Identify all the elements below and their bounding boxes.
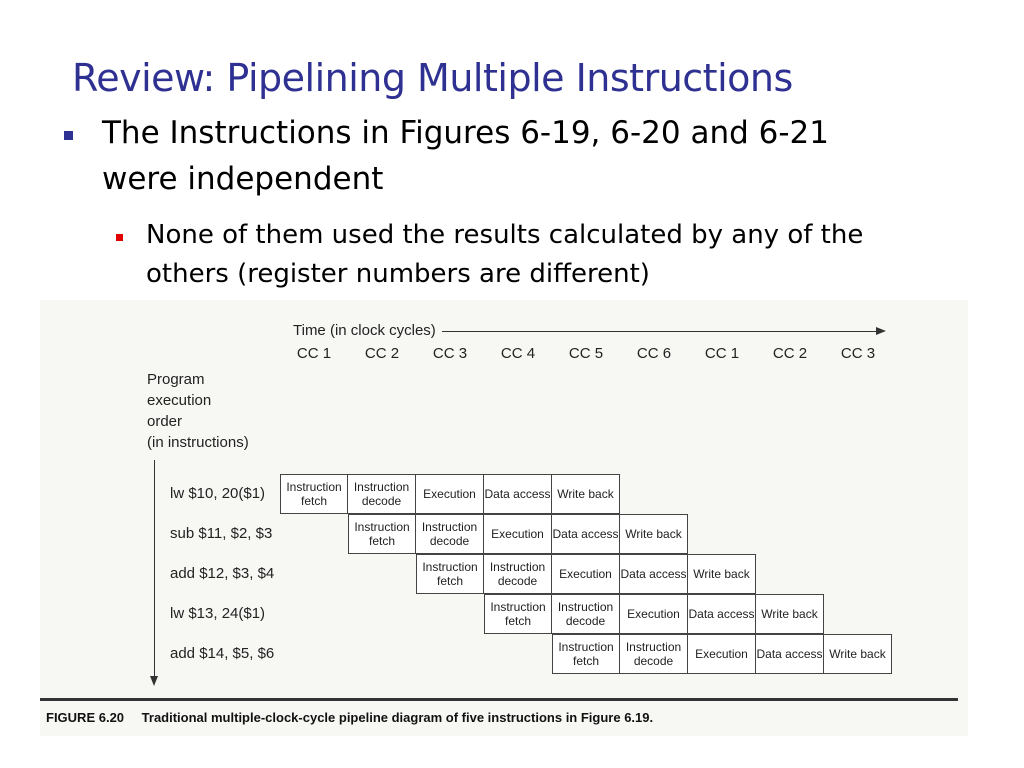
time-axis-label: Time (in clock cycles) <box>293 322 436 339</box>
figure-caption <box>46 710 653 725</box>
bullet-level-1 <box>64 110 894 202</box>
pipeline-stage-box <box>416 474 484 514</box>
pipeline-stage-box <box>484 554 552 594</box>
program-order-label <box>147 369 249 453</box>
stage-label: Write back <box>693 567 750 581</box>
stage-label: Data access <box>756 647 823 661</box>
pipeline-stage-box <box>620 514 688 554</box>
pipeline-figure <box>40 300 968 736</box>
cycle-label: CC 2 <box>772 345 808 362</box>
bullet-level-2-text: None of them used the results calculated by any of the others (register numbers are different) <box>146 220 864 289</box>
instruction-label: add $12, $3, $4 <box>170 565 275 582</box>
order-arrow-icon <box>150 676 158 686</box>
pipeline-stage-box <box>688 554 756 594</box>
cycle-label: CC 2 <box>364 345 400 362</box>
stage-label: Data access <box>620 567 687 581</box>
caption-number: FIGURE 6.20 <box>46 710 125 725</box>
bullet-square-icon <box>64 131 73 140</box>
stage-label: Data access <box>552 527 619 541</box>
stage-label: Data access <box>484 487 551 501</box>
pipeline-stage-box <box>620 554 688 594</box>
cycle-label: CC 1 <box>296 345 332 362</box>
stage-label: Write back <box>829 647 886 661</box>
pipeline-stage-box <box>552 554 620 594</box>
instruction-label: add $14, $5, $6 <box>170 645 275 662</box>
bullet-square-icon <box>116 234 123 241</box>
stage-label: Instruction fetch <box>286 480 342 508</box>
stage-label: Execution <box>627 607 680 621</box>
pipeline-stage-box <box>484 594 552 634</box>
stage-label: Instruction decode <box>489 560 546 588</box>
instruction-label: lw $10, 20($1) <box>170 485 266 502</box>
stage-label: Instruction decode <box>421 520 478 548</box>
stage-label: Write back <box>557 487 614 501</box>
pipeline-stage-box <box>484 514 552 554</box>
time-axis-line <box>442 331 878 332</box>
caption-rule <box>40 698 958 701</box>
program-label-line: order <box>147 413 183 430</box>
stage-label: Instruction fetch <box>490 600 546 628</box>
stage-label: Instruction fetch <box>354 520 410 548</box>
cycle-label: CC 3 <box>432 345 468 362</box>
program-label-line: Program <box>147 371 205 388</box>
stage-label: Instruction decode <box>353 480 410 508</box>
stage-label: Instruction fetch <box>558 640 614 668</box>
pipeline-stage-box <box>416 514 484 554</box>
bullet-level-1-text: The Instructions in Figures 6-19, 6-20 and 6-21 were independent <box>102 115 830 197</box>
program-label-line: (in instructions) <box>147 434 249 451</box>
pipeline-stage-box <box>756 634 824 674</box>
cycle-label: CC 4 <box>500 345 536 362</box>
pipeline-stage-box <box>348 514 416 554</box>
pipeline-stage-box <box>620 634 688 674</box>
pipeline-stage-box <box>756 594 824 634</box>
pipeline-stage-box <box>552 594 620 634</box>
caption-text: Traditional multiple-clock-cycle pipeline diagram of five instructions in Figure 6.19. <box>141 710 654 725</box>
program-label-line: execution <box>147 392 212 409</box>
bullet-level-2 <box>116 216 896 294</box>
stage-label: Execution <box>695 647 748 661</box>
instruction-label: lw $13, 24($1) <box>170 605 266 622</box>
stage-label: Write back <box>625 527 682 541</box>
cycle-label: CC 1 <box>704 345 740 362</box>
stage-label: Execution <box>423 487 476 501</box>
cycle-label: CC 3 <box>840 345 876 362</box>
pipeline-stage-box <box>280 474 348 514</box>
stage-label: Write back <box>761 607 818 621</box>
instruction-label: sub $11, $2, $3 <box>170 525 273 542</box>
pipeline-stage-box <box>348 474 416 514</box>
pipeline-stage-box <box>688 634 756 674</box>
pipeline-stage-box <box>824 634 892 674</box>
order-axis-line <box>154 460 155 678</box>
pipeline-stage-box <box>620 594 688 634</box>
pipeline-stage-box <box>688 594 756 634</box>
stage-label: Data access <box>688 607 755 621</box>
cycle-label: CC 6 <box>636 345 672 362</box>
pipeline-stage-box <box>552 634 620 674</box>
stage-label: Instruction fetch <box>422 560 478 588</box>
cycle-label: CC 5 <box>568 345 604 362</box>
pipeline-stage-box <box>484 474 552 514</box>
pipeline-stage-box <box>552 514 620 554</box>
pipeline-stage-box <box>552 474 620 514</box>
time-arrow-icon <box>876 327 886 335</box>
pipeline-stage-box <box>416 554 484 594</box>
stage-label: Instruction decode <box>625 640 682 668</box>
slide-title: Review: Pipelining Multiple Instructions <box>72 56 793 100</box>
stage-label: Execution <box>491 527 544 541</box>
stage-label: Instruction decode <box>557 600 614 628</box>
stage-label: Execution <box>559 567 612 581</box>
